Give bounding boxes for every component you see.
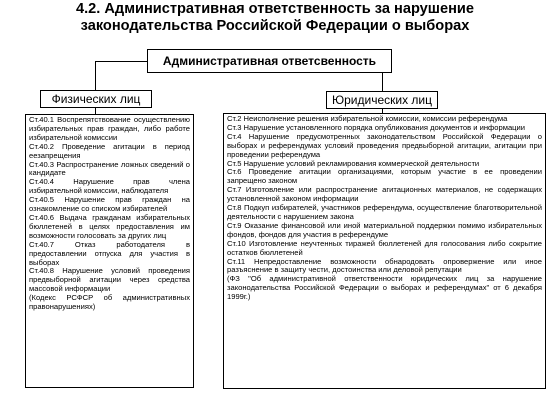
juridical-persons-list	[223, 113, 546, 389]
list-item: Ст.40.7 Отказ работодателя в предоставлении отпуска для участия в выборах	[29, 239, 190, 267]
source-note: (Кодекс РСФСР об административных правонарушениях)	[29, 293, 190, 312]
list-item: Ст.9 Оказание финансовой или иной материальной поддержки помимо избирательных фондов, фондов для участия в референдуме	[227, 220, 542, 239]
connector-left-horizontal	[95, 61, 148, 62]
list-item: Ст.4 Нарушение предусмотренных законодательством Российской Федерации о выборах и референдумах условий проведения предвыборной агитации, агитации при проведении референдума	[227, 131, 542, 159]
list-item: Ст.10 Изготовление неучтенных тиражей бюллетеней для голосования либо сокрытие остатков бюллетеней	[227, 238, 542, 257]
list-item: Ст.40.6 Выдача гражданам избирательных бюллетеней в целях предоставления им возможности голосовать за других лиц	[29, 212, 190, 240]
connector-right-vertical	[382, 73, 383, 91]
connector-left-vertical	[95, 61, 96, 90]
list-item: Ст.2 Неисполнение решения избирательной комиссии, комиссии референдума	[227, 114, 508, 123]
list-item: Ст.40.2 Проведение агитации в период еезапрещения	[29, 141, 190, 160]
page-title	[0, 1, 550, 35]
source-note: (ФЗ "Об административной ответственности юридических лиц за нарушение законодательства Российской Федерации о выборах и референдумах" от 6 декабря 1999г.)	[227, 274, 542, 302]
list-item: Ст.5 Нарушение условий рекламирования коммерческой деятельности	[227, 158, 480, 168]
list-item: Ст.11 Непредоставление возможности обнародовать опровержение или иное разъяснение в защиту чести, достоинства или деловой репутации	[227, 256, 542, 275]
list-item: Ст.40.5 Нарушение прав граждан на ознакомление со списком избирателей	[29, 195, 190, 214]
list-item: Ст.40.8 Нарушение условий проведения предвыборной агитации через средства массовой информации	[29, 266, 190, 294]
list-item: Ст.8 Подкуп избирателей, участников референдума, осуществление благотворительной деятельности с нарушением закона	[227, 203, 542, 221]
main-heading: Административная ответсвенность	[147, 49, 392, 73]
list-item: Ст.40.4 Нарушение прав члена избирательной комиссии, наблюдателя	[29, 177, 190, 196]
list-item: Ст.40.3 Распространение ложных сведений о кандидате	[29, 159, 190, 178]
list-item: Ст.3 Нарушение установленного порядка опубликования документов и информации	[227, 122, 526, 132]
list-item: Ст.40.1 Воспрепятствование осуществлению избирательных прав граждан, либо работе избирательной комиссии	[29, 115, 190, 142]
list-item: Ст.6 Проведение агитации организациями, которым участие в ее проведении запрещено законом	[227, 167, 542, 186]
title-line-2: законодательства Российской Федерации о выборах	[80, 18, 470, 34]
physical-persons-heading: Физических лиц	[40, 90, 152, 108]
physical-persons-list	[25, 114, 194, 388]
list-item: Ст.7 Изготовление или распространение агитационных материалов, не содержащих установленной законом информации	[227, 185, 542, 204]
title-line-1: 4.2. Административная ответственность за нарушение	[76, 1, 474, 17]
juridical-persons-heading: Юридических лиц	[326, 91, 438, 109]
